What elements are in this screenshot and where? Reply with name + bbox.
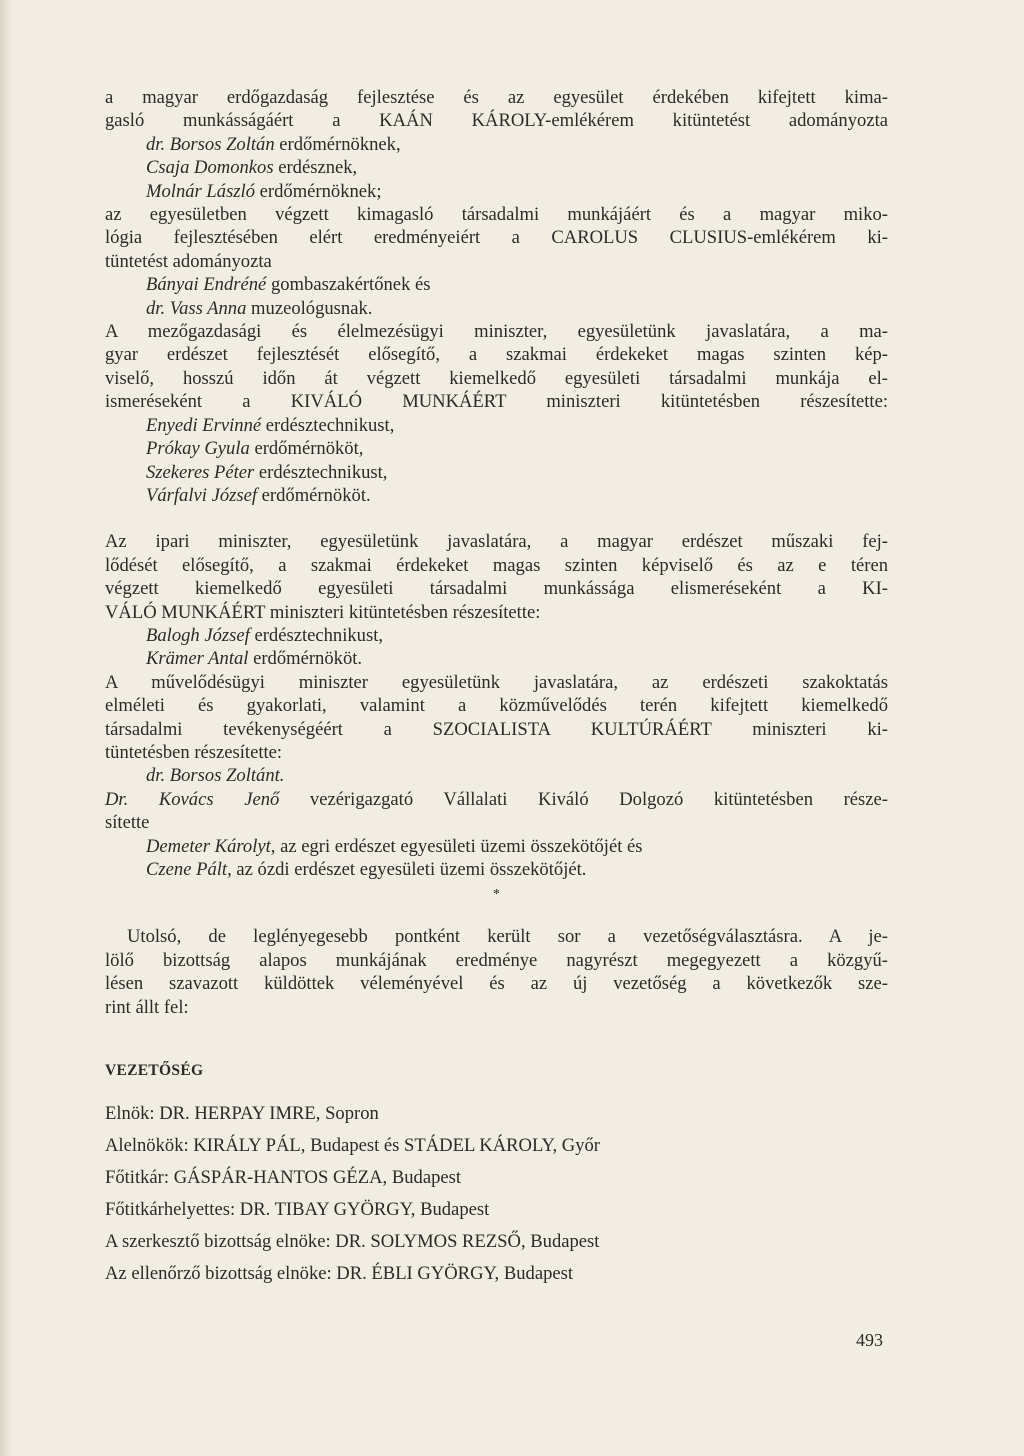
text-line	[105, 484, 888, 507]
text-line	[105, 718, 888, 741]
text-run: a magyar erdőgazdaság fejlesztése és az egyesület érdekében kifejtett kima-	[105, 87, 888, 108]
text-run: lógia fejlesztésében elért eredményeiért a CAROLUS CLUSIUS-emlékérem ki-	[105, 227, 888, 249]
text-line	[105, 554, 888, 577]
text-run: lődését elősegítő, a szakmai érdekeket magas szinten képviselő és az e téren	[105, 554, 888, 576]
text-run: sítette	[105, 812, 150, 834]
text-line	[105, 297, 888, 320]
text-line	[105, 741, 888, 764]
officer-line: Az ellenőrző bizottság elnöke: DR. ÉBLI GYÖRGY, Budapest	[105, 1263, 574, 1285]
text-run: erdésztechnikust,	[261, 414, 395, 436]
text-line	[105, 203, 888, 226]
text-line: Utolsó, de leglényegesebb pontként került sor a vezetőségválasztásra. A je-	[127, 926, 888, 948]
text-line	[105, 226, 888, 249]
text-line	[105, 414, 888, 437]
page-number: 493	[856, 1330, 883, 1350]
text-line	[105, 86, 888, 109]
text-line: lölő bizottság alapos munkájának eredménye nagyrészt megegyezett a közgyű-	[105, 949, 888, 971]
text-run: erdésznek,	[273, 157, 358, 179]
text-line	[105, 811, 888, 834]
name-italic: Balogh József	[146, 624, 250, 646]
name-italic: Szekeres Péter	[146, 461, 255, 483]
text-line	[105, 109, 888, 132]
name-italic: Czene Pált,	[146, 859, 232, 880]
text-line	[105, 180, 888, 203]
text-line	[105, 390, 888, 413]
text-run: ismeréseként a KIVÁLÓ MUNKÁÉRT miniszteri kitüntetésben részesítette:	[105, 391, 888, 413]
text-line	[105, 156, 888, 179]
text-line	[105, 647, 888, 670]
officer-line: Elnök: DR. HERPAY IMRE, Sopron	[105, 1103, 379, 1125]
text-line	[105, 835, 888, 858]
officer-line: A szerkesztő bizottság elnöke: DR. SOLYMOS REZSŐ, Budapest	[105, 1231, 600, 1253]
name-italic: dr. Borsos Zoltánt.	[146, 765, 285, 787]
text-run: erdőmérnöknek,	[274, 133, 401, 155]
officer-line: Alelnökök: KIRÁLY PÁL, Budapest és STÁDEL KÁROLY, Győr	[105, 1135, 601, 1157]
section-separator: *	[493, 887, 500, 903]
text-run: erdésztechnikust,	[249, 624, 384, 646]
body-text	[105, 86, 888, 1290]
text-run: A művelődésügyi miniszter egyesületünk javaslatára, az erdészeti szakoktatás	[105, 671, 888, 693]
text-run: tüntetésben részesítette:	[105, 741, 283, 763]
name-italic: Dr. Kovács Jenő	[105, 788, 280, 810]
name-italic: Csaja Domonkos	[146, 157, 274, 179]
text-run: az ózdi erdészet egyesületi üzemi összekötőjét.	[231, 859, 587, 880]
officer-line: Főtitkárhelyettes: DR. TIBAY GYÖRGY, Budapest	[105, 1199, 490, 1221]
name-italic: Prókay Gyula	[146, 438, 250, 460]
text-run: muzeológusnak.	[246, 297, 373, 319]
name-italic: dr. Borsos Zoltán	[146, 133, 275, 155]
text-line	[105, 320, 888, 343]
text-run: végzett kiemelkedő egyesületi társadalmi munkássága elismeréseként a KI-	[105, 578, 888, 600]
text-run: az egyesületben végzett kimagasló társadalmi munkájáért és a magyar miko-	[105, 204, 888, 226]
text-line	[105, 694, 888, 717]
text-line	[105, 577, 888, 600]
text-run: az egri erdészet egyesületi üzemi összekötőjét és	[275, 835, 643, 857]
binding-shadow	[0, 0, 12, 1456]
text-run: erdőmérnököt.	[248, 648, 363, 670]
text-line	[105, 250, 888, 273]
text-run: Az ipari miniszter, egyesületünk javaslatára, a magyar erdészet műszaki fej-	[105, 531, 888, 553]
name-italic: Bányai Endréné	[146, 274, 267, 296]
text-line: rint állt fel:	[105, 996, 189, 1018]
text-run: erdésztechnikust,	[254, 461, 388, 483]
text-line	[105, 858, 888, 881]
text-run: tüntetést adományozta	[105, 250, 272, 272]
text-run: A mezőgazdasági és élelmezésügyi miniszter, egyesületünk javaslatára, a ma-	[105, 321, 888, 343]
text-run: társadalmi tevékenységéért a SZOCIALISTA KULTÚRÁÉRT miniszteri ki-	[105, 718, 888, 740]
text-line	[105, 273, 888, 296]
text-line	[105, 788, 888, 811]
text-line	[105, 461, 888, 484]
text-line: lésen szavazott küldöttek véleményével és az új vezetőség a következők sze-	[105, 973, 888, 995]
text-run: VÁLÓ MUNKÁÉRT miniszteri kitüntetésben részesítette:	[105, 601, 541, 623]
text-line	[105, 367, 888, 390]
name-italic: Molnár László	[146, 180, 256, 202]
text-line	[105, 133, 888, 156]
name-italic: Demeter Károlyt,	[146, 835, 276, 857]
paragraph-gap	[105, 507, 888, 530]
text-line	[105, 671, 888, 694]
award-paragraphs	[105, 86, 888, 881]
text-line	[105, 437, 888, 460]
officer-line: Főtitkár: GÁSPÁR-HANTOS GÉZA, Budapest	[105, 1167, 462, 1189]
text-run: elméleti és gyakorlati, valamint a közművelődés terén kifejtett kiemelkedő	[105, 695, 888, 717]
name-italic: Várfalvi József	[146, 484, 258, 506]
text-run: vezérigazgató Vállalati Kiváló Dolgozó kitüntetésben része-	[279, 788, 888, 810]
text-line	[105, 601, 888, 624]
text-run: viselő, hosszú időn át végzett kiemelkedő egyesületi társadalmi munkája el-	[105, 367, 888, 389]
section-heading: VEZETŐSÉG	[105, 1062, 204, 1080]
text-run: erdőmérnököt.	[257, 484, 371, 506]
text-line	[105, 624, 888, 647]
text-line	[105, 530, 888, 553]
name-italic: Enyedi Ervinné	[146, 414, 262, 436]
name-italic: dr. Vass Anna	[146, 297, 247, 319]
text-run: erdőmérnöknek;	[255, 180, 382, 202]
officers-list	[105, 1098, 888, 1290]
text-run: gasló munkásságáért a KAÁN KÁROLY-emlékérem kitüntetést adományozta	[105, 110, 888, 132]
closing-paragraph	[105, 925, 888, 1019]
text-line	[105, 343, 888, 366]
text-run: erdőmérnököt,	[249, 438, 364, 460]
text-line	[105, 764, 888, 787]
text-run: gombaszakértőnek és	[266, 274, 431, 296]
text-run: gyar erdészet fejlesztését elősegítő, a szakmai érdekeket magas szinten kép-	[105, 344, 888, 366]
name-italic: Krämer Antal	[146, 648, 249, 670]
